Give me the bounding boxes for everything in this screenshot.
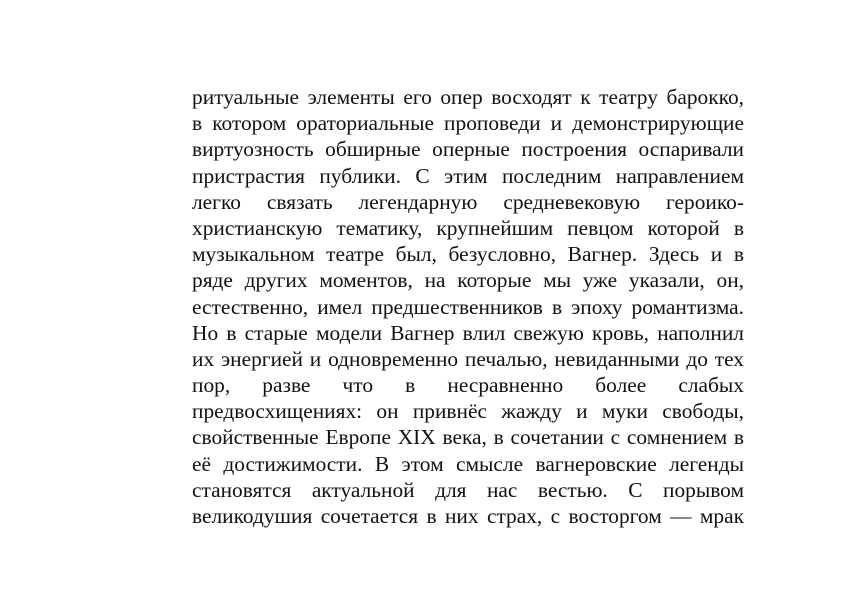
- text-line-10: Но в старые модели Вагнер влил свежую кровь, наполнил: [192, 320, 744, 345]
- text-line-14: свойственные Европе XIX века, в сочетании с сомнением в: [192, 425, 744, 450]
- text-line-13: предвосхищениях: он привнёс жажду и муки свободы,: [192, 399, 744, 424]
- text-line-4: пристрастия публики. С этим последним направлением: [192, 163, 744, 188]
- body-text: [192, 84, 744, 529]
- text-line-7: музыкальном театре был, безусловно, Вагнер. Здесь и в: [192, 242, 744, 267]
- text-line-11: их энергией и одновременно печалью, невиданными до тех: [192, 346, 744, 371]
- text-line-1: ритуальные элементы его опер восходят к театру барокко,: [192, 85, 744, 109]
- text-line-6: христианскую тематику, крупнейшим певцом которой в: [192, 215, 744, 240]
- text-line-9: естественно, имел предшественников в эпоху романтизма.: [192, 294, 744, 319]
- text-line-17: великодушия сочетается в них страх, с восторгом — мрак: [192, 504, 744, 528]
- text-line-8: ряде других моментов, на которые мы уже указали, он,: [192, 268, 744, 293]
- text-line-5: легко связать легендарную средневековую героико-: [192, 189, 744, 214]
- text-line-3: виртуозность обширные оперные построения оспаривали: [192, 137, 744, 162]
- text-line-12: пор, разве что в несравненно более слабых: [192, 373, 744, 398]
- text-line-16: становятся актуальной для нас вестью. С порывом: [192, 477, 744, 502]
- text-line-2: в котором ораториальные проповеди и демонстрирующие: [192, 111, 744, 136]
- text-line-15: её достижимости. В этом смысле вагнеровские легенды: [192, 451, 744, 476]
